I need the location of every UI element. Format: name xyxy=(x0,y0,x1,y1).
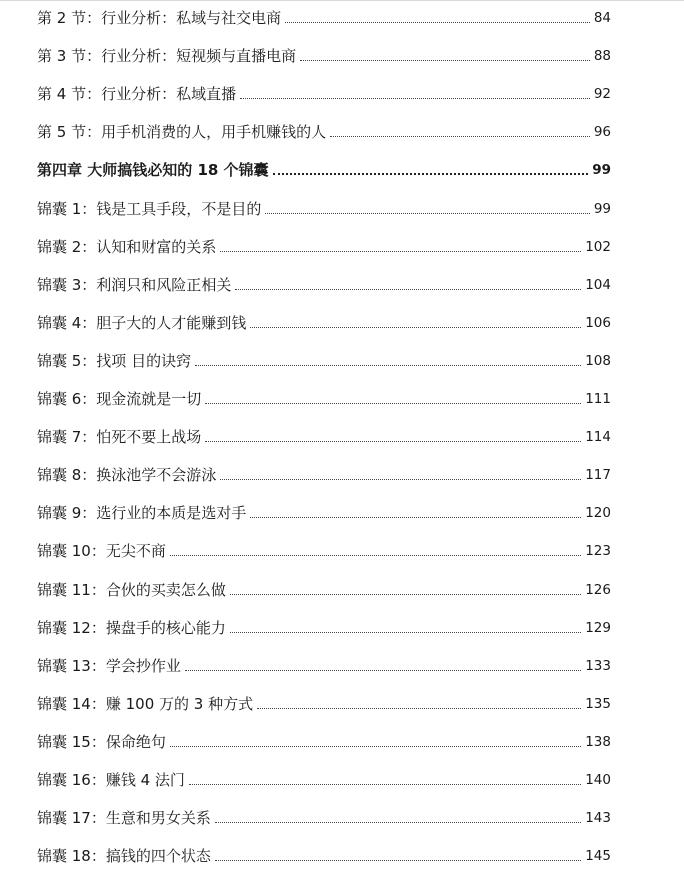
toc-row[interactable] xyxy=(37,6,611,28)
toc-dot-leader xyxy=(220,478,581,480)
toc-dot-leader xyxy=(195,364,581,366)
toc-dot-leader xyxy=(189,783,581,785)
toc-dot-leader xyxy=(250,326,581,328)
toc-row[interactable] xyxy=(37,120,611,142)
toc-page-number: 123 xyxy=(585,543,611,560)
toc-page-number: 135 xyxy=(585,695,611,712)
toc-row[interactable] xyxy=(37,539,611,561)
toc-page-number: 96 xyxy=(593,124,611,141)
toc-dot-leader xyxy=(215,821,581,823)
toc-row[interactable] xyxy=(37,463,611,485)
toc-entry-title: 锦囊 7：怕死不要上战场 xyxy=(37,428,202,447)
toc-page-number: 99 xyxy=(593,200,611,217)
toc-dot-leader xyxy=(185,669,581,671)
toc-dot-leader xyxy=(170,554,581,556)
toc-entry-title: 锦囊 10：无尖不商 xyxy=(37,542,166,561)
toc-page-number: 108 xyxy=(585,352,611,369)
toc-entry-title: 锦囊 4：胆子大的人才能赚到钱 xyxy=(37,313,247,332)
toc-entry-title: 锦囊 8：换泳池学不会游泳 xyxy=(37,466,217,485)
page-top-border xyxy=(0,0,684,1)
toc-row[interactable] xyxy=(37,82,611,104)
toc-entry-title: 锦囊 3：利润只和风险正相关 xyxy=(37,275,232,294)
toc-entry-title: 锦囊 17：生意和男女关系 xyxy=(37,809,211,828)
toc-page-number: 143 xyxy=(585,810,611,827)
toc-row[interactable] xyxy=(37,768,611,790)
toc-dot-leader xyxy=(285,21,590,23)
toc-page-number: 88 xyxy=(593,48,611,65)
toc-dot-leader xyxy=(257,707,581,709)
toc-page-number: 92 xyxy=(593,86,611,103)
toc-entry-title: 锦囊 2：认知和财富的关系 xyxy=(37,237,217,256)
toc-page-number: 106 xyxy=(585,314,611,331)
toc-row[interactable] xyxy=(37,654,611,676)
toc-row[interactable] xyxy=(37,501,611,523)
toc-dot-leader xyxy=(205,440,581,442)
toc-page-number: 104 xyxy=(585,276,611,293)
toc-row[interactable] xyxy=(37,197,611,219)
toc-entry-title: 锦囊 5：找项 目的诀窍 xyxy=(37,351,192,370)
toc-entry-title: 第 4 节：行业分析：私域直播 xyxy=(37,85,237,104)
toc-dot-leader xyxy=(170,745,581,747)
toc-page-number: 120 xyxy=(585,505,611,522)
toc-entry-title: 第四章 大师搞钱必知的 18 个锦囊 xyxy=(37,161,269,180)
toc-page-number: 129 xyxy=(585,619,611,636)
toc-entry-title: 第 3 节：行业分析：短视频与直播电商 xyxy=(37,47,297,66)
toc-page-number: 117 xyxy=(585,467,611,484)
toc-page-number: 138 xyxy=(585,733,611,750)
toc-entry-title: 锦囊 14：赚 100 万的 3 种方式 xyxy=(37,694,254,713)
toc-entry-title: 锦囊 1：钱是工具手段，不是目的 xyxy=(37,199,262,218)
toc-dot-leader xyxy=(250,516,581,518)
toc-dot-leader xyxy=(300,59,590,61)
toc-page-number: 102 xyxy=(585,238,611,255)
toc-dot-leader xyxy=(273,172,589,175)
toc-entry-title: 第 2 节：行业分析：私域与社交电商 xyxy=(37,9,282,27)
toc-page-number: 126 xyxy=(585,581,611,598)
toc-row[interactable] xyxy=(37,235,611,257)
toc-row[interactable] xyxy=(37,349,611,371)
toc-page-number: 99 xyxy=(592,162,611,179)
toc-page-number: 114 xyxy=(585,429,611,446)
toc-row[interactable] xyxy=(37,44,611,66)
toc-entry-title: 锦囊 9：选行业的本质是选对手 xyxy=(37,504,247,523)
toc-row[interactable] xyxy=(37,616,611,638)
toc-page-number: 140 xyxy=(585,772,611,788)
toc-dot-leader xyxy=(230,593,581,595)
toc-dot-leader xyxy=(205,402,581,404)
toc-dot-leader xyxy=(265,212,589,214)
toc-row[interactable] xyxy=(37,578,611,600)
toc-entry-title: 锦囊 12：操盘手的核心能力 xyxy=(37,618,226,637)
toc-row[interactable] xyxy=(37,806,611,828)
toc-page-number: 84 xyxy=(593,10,611,26)
toc-chapter-row[interactable] xyxy=(37,158,611,180)
toc-entry-title: 锦囊 16：赚钱 4 法门 xyxy=(37,771,185,789)
toc-page-number: 145 xyxy=(585,848,611,865)
toc-row[interactable] xyxy=(37,692,611,714)
toc-row[interactable] xyxy=(37,273,611,295)
toc-dot-leader xyxy=(215,859,581,861)
toc-row[interactable] xyxy=(37,844,611,866)
toc-entry-title: 第 5 节：用手机消费的人，用手机赚钱的人 xyxy=(37,123,327,142)
toc-row[interactable] xyxy=(37,425,611,447)
toc-dot-leader xyxy=(235,288,581,290)
toc-dot-leader xyxy=(230,631,581,633)
toc-entry-title: 锦囊 13：学会抄作业 xyxy=(37,656,181,675)
toc-page-number: 111 xyxy=(585,391,611,407)
toc-entry-title: 锦囊 15：保命绝句 xyxy=(37,732,166,751)
toc-entry-title: 锦囊 18：搞钱的四个状态 xyxy=(37,847,211,866)
toc-row[interactable] xyxy=(37,311,611,333)
toc-dot-leader xyxy=(220,250,581,252)
toc-row[interactable] xyxy=(37,387,611,409)
toc-dot-leader xyxy=(240,97,590,99)
toc-row[interactable] xyxy=(37,730,611,752)
toc-entry-title: 锦囊 6：现金流就是一切 xyxy=(37,390,202,408)
toc-page-number: 133 xyxy=(585,657,611,674)
toc-entry-title: 锦囊 11：合伙的买卖怎么做 xyxy=(37,580,226,599)
toc-dot-leader xyxy=(330,135,590,137)
